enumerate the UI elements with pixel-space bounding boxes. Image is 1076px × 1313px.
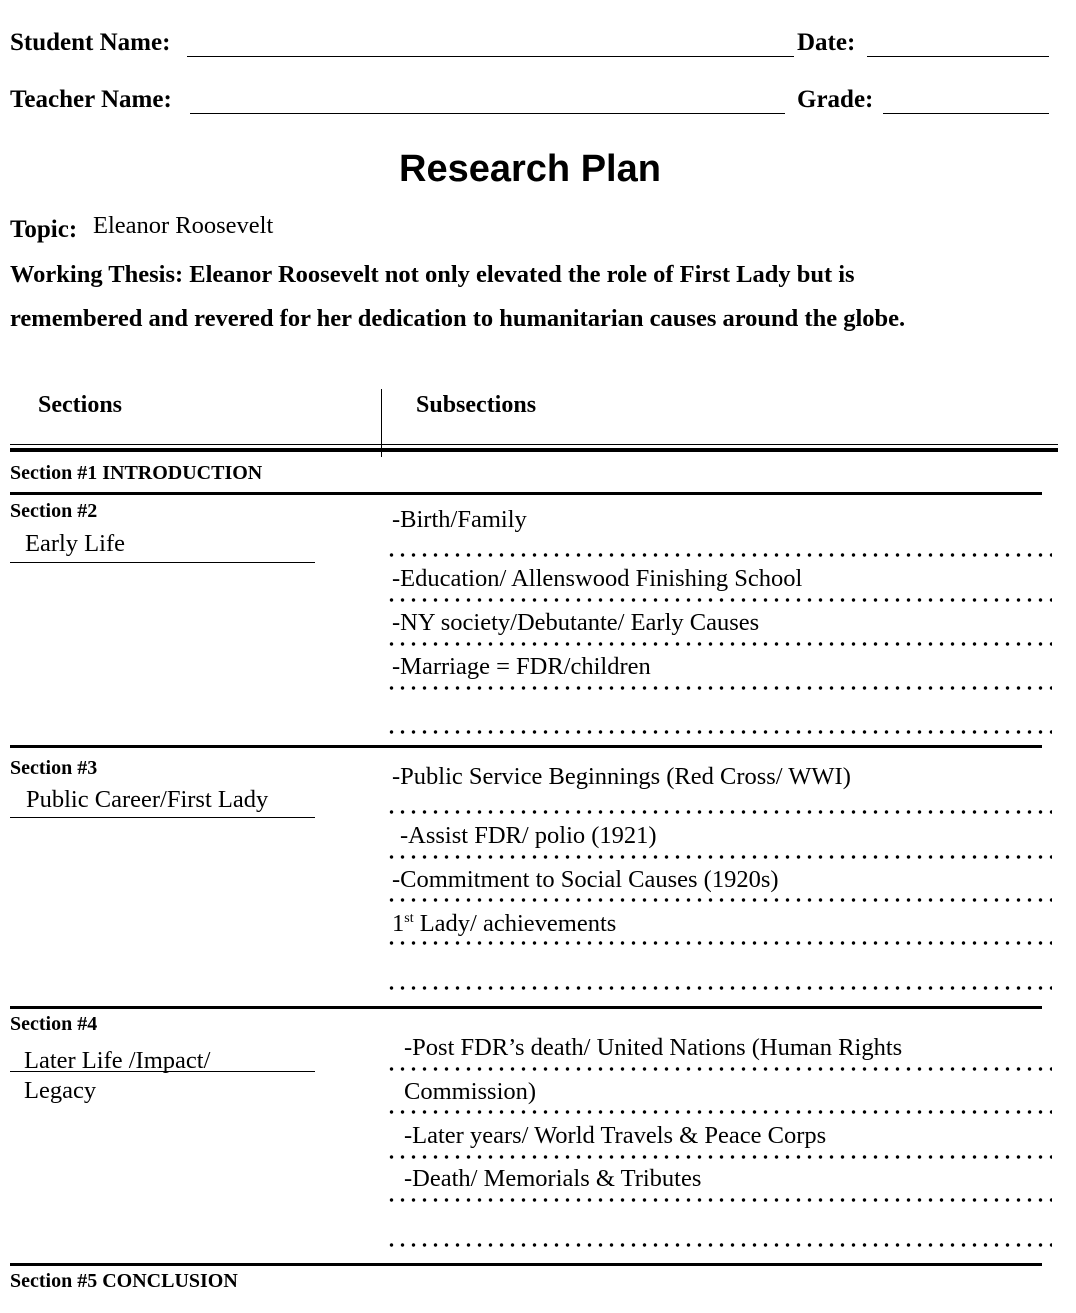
subsection-item: -Education/ Allenswood Finishing School [392, 565, 803, 592]
date-label: Date: [797, 29, 856, 56]
dotted-line [386, 553, 1052, 557]
topic-label: Topic: [10, 216, 78, 243]
dotted-line [386, 1155, 1052, 1159]
subsection-item: -Post FDR’s death/ United Nations (Human Rights [404, 1034, 903, 1061]
subsection-item: -Death/ Memorials & Tributes [404, 1165, 702, 1192]
section-5-label: Section #5 CONCLUSION [10, 1270, 238, 1292]
dotted-line [386, 686, 1052, 690]
dotted-line [386, 855, 1052, 859]
section-3-label: Section #3 [10, 757, 98, 779]
column-header-sections: Sections [38, 392, 122, 418]
subsection-item: -Birth/Family [392, 506, 527, 533]
teacher-name-label: Teacher Name: [10, 86, 172, 113]
working-thesis-line-1: Working Thesis: Eleanor Roosevelt not only elevated the role of First Lady but is [10, 261, 855, 288]
section-2-label: Section #2 [10, 500, 98, 522]
subsection-item: -Later years/ World Travels & Peace Corps [404, 1122, 827, 1149]
teacher-name-field[interactable] [190, 113, 785, 114]
dotted-line [386, 598, 1052, 602]
subsection-item: Commission) [404, 1078, 537, 1105]
section-rule [10, 745, 1042, 748]
section-rule [10, 1263, 1042, 1266]
section-3-name: Public Career/First Lady [26, 786, 269, 813]
dotted-line [386, 1243, 1052, 1247]
section-rule [10, 492, 1042, 495]
ordinal-number: 1 [392, 910, 405, 937]
section-4-name-line-1: Later Life /Impact/ [24, 1047, 211, 1074]
dotted-line [386, 730, 1052, 734]
header-rule-bottom [10, 448, 1058, 452]
ordinal-suffix: st [404, 910, 414, 926]
dotted-line [386, 986, 1052, 990]
section-4-name-line-2: Legacy [24, 1077, 97, 1104]
dotted-line [386, 941, 1052, 945]
student-name-field[interactable] [187, 56, 794, 57]
section-4-name-underline [10, 1071, 315, 1072]
topic-value: Eleanor Roosevelt [93, 212, 274, 239]
subsection-item [392, 910, 616, 938]
working-thesis-line-2: remembered and revered for her dedication to humanitarian causes around the globe. [10, 305, 906, 332]
grade-label: Grade: [797, 86, 874, 113]
subsection-item: -Public Service Beginnings (Red Cross/ WWI) [392, 763, 851, 790]
section-2-name-underline [10, 562, 315, 563]
section-rule [10, 1006, 1042, 1009]
date-field[interactable] [867, 56, 1049, 57]
page-title: Research Plan [399, 148, 661, 190]
header-rule-top [10, 444, 1058, 445]
dotted-line [386, 1067, 1052, 1071]
student-name-label: Student Name: [10, 29, 171, 56]
subsection-item: -Marriage = FDR/children [392, 653, 651, 680]
dotted-line [386, 1110, 1052, 1114]
grade-field[interactable] [883, 113, 1049, 114]
section-4-label: Section #4 [10, 1013, 98, 1035]
dotted-line [386, 898, 1052, 902]
dotted-line [386, 1198, 1052, 1202]
section-3-name-underline [10, 817, 315, 818]
section-1-label: Section #1 INTRODUCTION [10, 462, 263, 484]
subsection-item: -Assist FDR/ polio (1921) [400, 822, 657, 849]
section-2-name: Early Life [25, 530, 125, 557]
subsection-item-text: Lady/ achievements [413, 910, 617, 937]
dotted-line [386, 642, 1052, 646]
dotted-line [386, 810, 1052, 814]
column-header-subsections: Subsections [416, 392, 537, 418]
subsection-item: -NY society/Debutante/ Early Causes [392, 609, 760, 636]
subsection-item: -Commitment to Social Causes (1920s) [392, 866, 779, 893]
column-divider [381, 389, 382, 457]
